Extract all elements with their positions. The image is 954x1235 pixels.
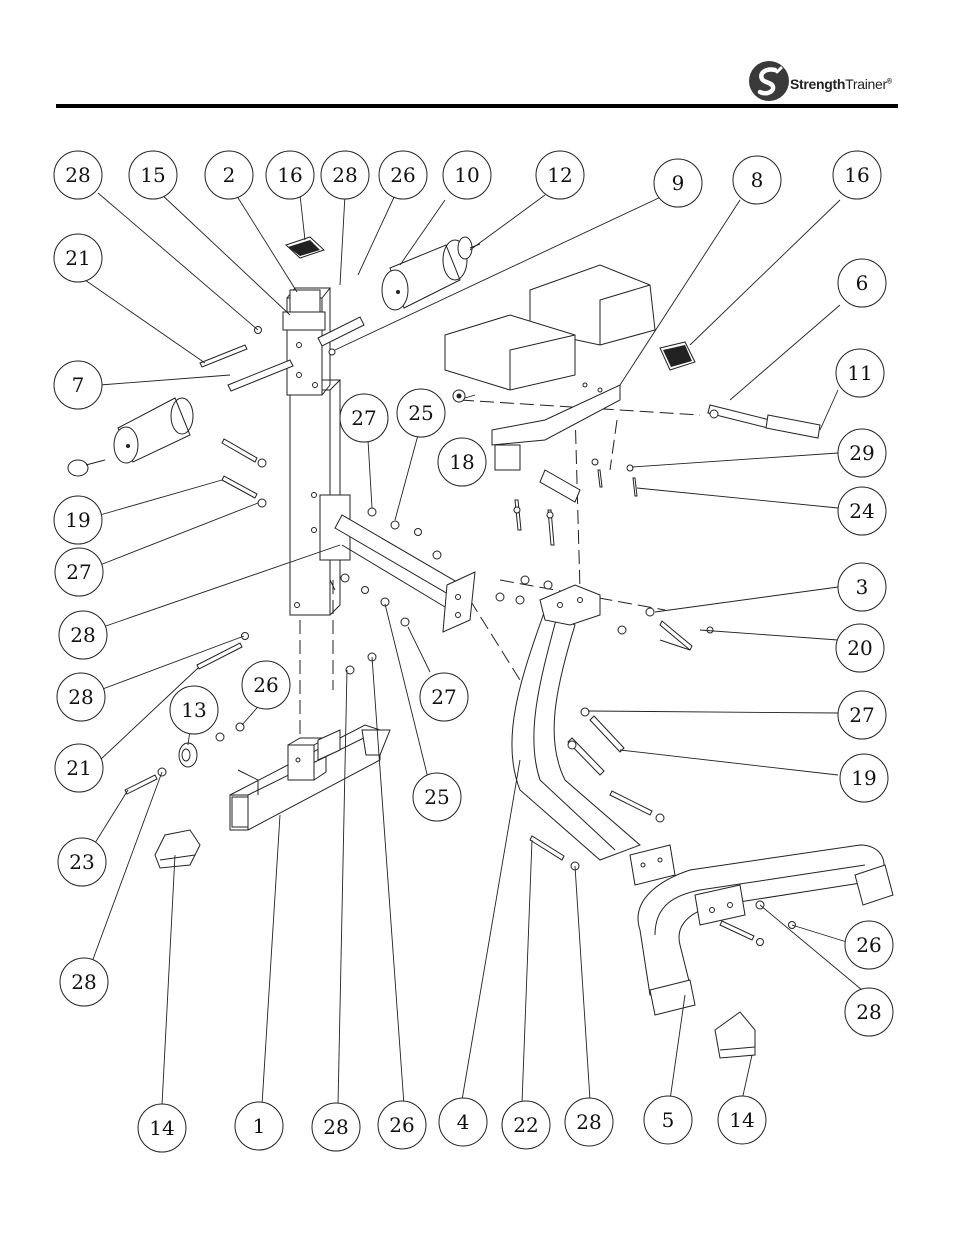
callout-label: 27 <box>849 703 875 727</box>
callout-label: 10 <box>454 163 480 187</box>
callout-label: 28 <box>576 1110 602 1134</box>
callout-26 <box>378 1101 426 1149</box>
callout-15 <box>129 151 177 199</box>
part-7-shaft <box>228 360 293 391</box>
callout-label: 9 <box>671 171 685 195</box>
callout-label: 27 <box>351 406 377 430</box>
part-14-end-cap-right <box>715 1012 755 1058</box>
callout-label: 11 <box>847 361 873 385</box>
callout-label: 28 <box>856 1000 882 1024</box>
callout-22 <box>502 1101 550 1149</box>
callout-11 <box>836 349 884 397</box>
callout-label: 15 <box>140 163 166 187</box>
callout-label: 19 <box>851 766 877 790</box>
callout-25 <box>397 389 445 437</box>
callout-label: 19 <box>65 508 91 532</box>
callout-8 <box>733 156 781 204</box>
part-11-rod <box>708 405 820 438</box>
horizontal-arm <box>320 495 475 632</box>
callout-28 <box>845 988 893 1036</box>
callout-label: 26 <box>389 1113 415 1137</box>
callout-12 <box>536 151 584 199</box>
callout-16 <box>833 151 881 199</box>
callout-26 <box>379 151 427 199</box>
callout-21 <box>54 234 102 282</box>
callout-7 <box>54 361 102 409</box>
callout-21 <box>55 744 103 792</box>
part-16-end-cap-right <box>660 342 695 370</box>
callout-14 <box>138 1104 186 1152</box>
callout-label: 28 <box>70 623 96 647</box>
callout-2 <box>205 151 253 199</box>
callout-label: 14 <box>729 1108 755 1132</box>
callout-27 <box>55 548 103 596</box>
callout-label: 6 <box>855 271 869 295</box>
callout-1 <box>235 1102 283 1150</box>
callout-9 <box>654 159 702 207</box>
part-1-base-frame <box>230 725 390 830</box>
part-12-knob <box>458 237 480 259</box>
callout-label: 16 <box>277 163 303 187</box>
callout-28 <box>54 151 102 199</box>
callout-label: 1 <box>252 1114 266 1138</box>
callout-27 <box>838 691 886 739</box>
callout-label: 12 <box>547 163 573 187</box>
callout-label: 8 <box>750 168 764 192</box>
callout-23 <box>58 838 106 886</box>
callout-25 <box>413 773 461 821</box>
callout-label: 27 <box>66 560 92 584</box>
part-16-top-cap <box>286 237 324 258</box>
part-18-spacer <box>453 390 465 402</box>
callout-label: 20 <box>847 636 873 660</box>
part-23-bolt <box>125 768 166 794</box>
part-10-roller-pad-upper <box>382 240 467 310</box>
callout-label: 23 <box>69 850 95 874</box>
part-14-end-cap-left <box>155 830 200 868</box>
part-13-pulley <box>179 743 197 767</box>
callout-label: 14 <box>149 1116 175 1140</box>
callout-19 <box>54 496 102 544</box>
callout-label: 25 <box>424 785 450 809</box>
callout-14 <box>718 1096 766 1144</box>
callout-27 <box>340 394 388 442</box>
roller-pad-lower <box>68 398 193 476</box>
callout-label: 26 <box>856 933 882 957</box>
callout-label: 29 <box>849 441 875 465</box>
callout-28 <box>565 1098 613 1146</box>
callout-28 <box>60 958 108 1006</box>
callout-label: 28 <box>332 163 358 187</box>
callout-28 <box>321 151 369 199</box>
callout-label: 3 <box>855 575 869 599</box>
part-19-bolts-post <box>222 439 266 507</box>
callout-label: 28 <box>65 163 91 187</box>
callout-label: 28 <box>323 1115 349 1139</box>
callout-13 <box>170 686 218 734</box>
callout-label: 7 <box>71 373 85 397</box>
callout-19 <box>840 754 888 802</box>
callout-5 <box>644 1096 692 1144</box>
callout-28 <box>57 673 105 721</box>
callout-3 <box>838 563 886 611</box>
callout-label: 22 <box>513 1113 539 1137</box>
callout-28 <box>312 1103 360 1151</box>
callout-26 <box>242 661 290 709</box>
callout-label: 21 <box>65 246 91 270</box>
callout-bubbles <box>54 151 893 1152</box>
callout-label: 28 <box>68 685 94 709</box>
callout-28 <box>59 611 107 659</box>
callout-10 <box>443 151 491 199</box>
callout-label: 13 <box>181 698 207 722</box>
callout-label: 24 <box>849 499 875 523</box>
callout-label: 26 <box>253 673 279 697</box>
callout-label: 26 <box>390 163 416 187</box>
callout-27 <box>420 673 468 721</box>
callout-label: 25 <box>408 401 434 425</box>
callout-label: 16 <box>844 163 870 187</box>
washers-near-13 <box>216 723 244 741</box>
callout-16 <box>266 151 314 199</box>
callout-26 <box>845 921 893 969</box>
callout-29 <box>838 429 886 477</box>
logo-word-strength: Strength <box>790 76 846 92</box>
logo-word-trainer: Trainer <box>845 76 887 92</box>
callout-20 <box>836 624 884 672</box>
callout-label: 2 <box>222 163 236 187</box>
callout-18 <box>438 438 486 486</box>
callout-label: 27 <box>431 685 457 709</box>
callout-label: 5 <box>661 1108 675 1132</box>
registered-mark: ® <box>886 78 892 86</box>
part-21-bolt-upper <box>200 327 262 368</box>
callout-24 <box>838 487 886 535</box>
callout-label: 21 <box>66 756 92 780</box>
callout-label: 4 <box>456 1110 470 1134</box>
callout-4 <box>439 1098 487 1146</box>
callout-label: 18 <box>449 450 475 474</box>
callout-6 <box>838 259 886 307</box>
callout-label: 28 <box>71 970 97 994</box>
